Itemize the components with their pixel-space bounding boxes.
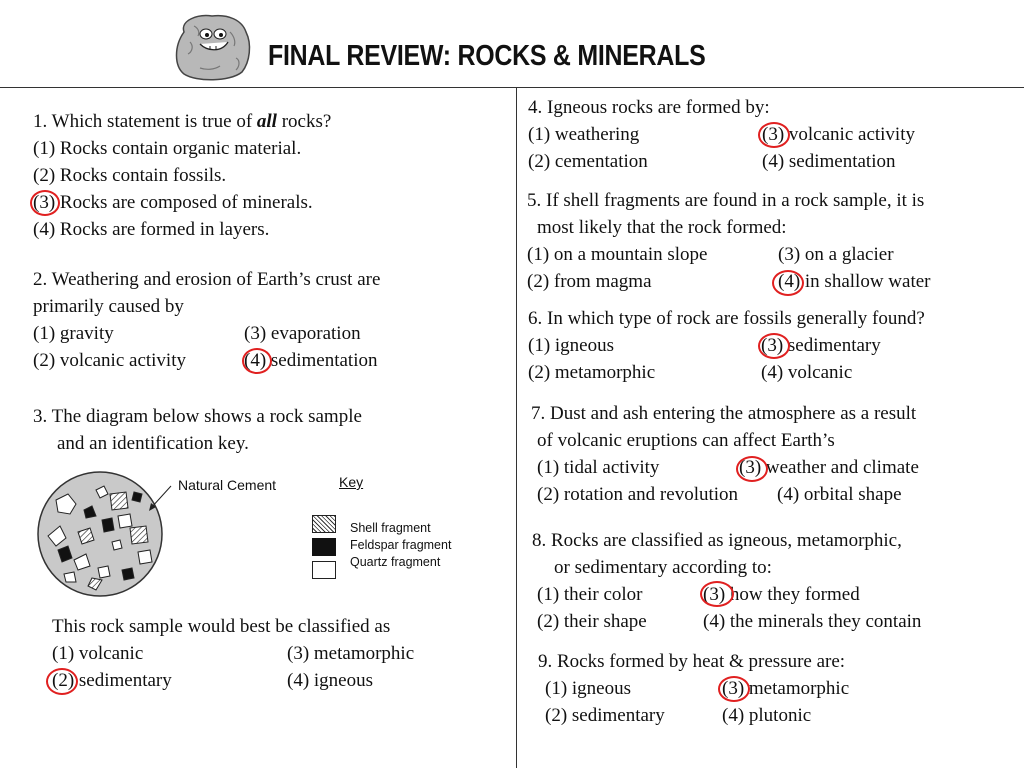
q4-option-2: (2) cementation: [528, 151, 648, 172]
q5-option-2: (2) from magma: [527, 271, 652, 292]
q4-stem: 4. Igneous rocks are formed by:: [528, 97, 770, 118]
column-divider: [516, 87, 517, 768]
q8-option-3: (3) how they formed: [703, 584, 860, 605]
q9-option-4: (4) plutonic: [722, 705, 812, 726]
question-8: [532, 527, 921, 635]
key-item-feldspar: Feldspar fragment: [350, 538, 452, 552]
q2-stem-line-1: 2. Weathering and erosion of Earth’s crust are: [33, 269, 381, 290]
question-7: [531, 400, 919, 508]
q2-option-3: (3) evaporation: [244, 323, 361, 344]
answer-circle-q1: [30, 190, 60, 216]
question-6: [528, 305, 925, 386]
answer-circle-q2: [242, 348, 272, 374]
q4-option-3: (3) volcanic activity: [762, 124, 915, 145]
q9-option-1: (1) igneous: [545, 678, 632, 699]
answer-circle-q5: [772, 270, 804, 296]
question-2: [33, 266, 380, 374]
q1-stem-pre: 1. Which statement is true of: [33, 111, 257, 132]
page-title: FINAL REVIEW: ROCKS & MINERALS: [268, 40, 706, 72]
question-9: [538, 648, 849, 729]
q3-question: This rock sample would best be classified as: [52, 616, 391, 637]
q3-stem-line-1: 3. The diagram below shows a rock sample: [33, 406, 362, 427]
key-title: Key: [339, 474, 364, 490]
answer-circle-q4: [758, 122, 790, 148]
q1-option-3: (3) Rocks are composed of minerals.: [33, 192, 313, 213]
q7-option-2: (2) rotation and revolution: [537, 484, 739, 505]
key-swatch-feldspar: [312, 538, 336, 556]
header-divider: [0, 87, 1024, 88]
answer-circle-q3: [46, 668, 78, 695]
q5-stem-line-1: 5. If shell fragments are found in a rock sample, it is: [527, 190, 925, 211]
q8-stem-line-1: 8. Rocks are classified as igneous, metamorphic,: [532, 530, 902, 551]
answer-circle-q9: [718, 676, 750, 702]
q6-option-3: (3) sedimentary: [761, 335, 881, 356]
question-3: [33, 403, 362, 457]
q8-option-4: (4) the minerals they contain: [703, 611, 922, 632]
q2-option-2: (2) volcanic activity: [33, 350, 186, 371]
q9-option-3: (3) metamorphic: [722, 678, 850, 699]
q3-option-4: (4) igneous: [287, 670, 374, 691]
q1-option-1: (1) Rocks contain organic material.: [33, 138, 302, 159]
key-item-shell: Shell fragment: [350, 521, 431, 535]
key-item-quartz: Quartz fragment: [350, 555, 441, 569]
question-4: [528, 94, 915, 175]
q1-option-4: (4) Rocks are formed in layers.: [33, 219, 270, 240]
q6-stem: 6. In which type of rock are fossils generally found?: [528, 308, 925, 329]
q7-stem-line-2: of volcanic eruptions can affect Earth’s: [537, 430, 835, 451]
question-3-choices: [52, 613, 414, 694]
key-swatch-shell: [312, 515, 336, 533]
q2-option-1: (1) gravity: [33, 323, 114, 344]
q6-option-2: (2) metamorphic: [528, 362, 656, 383]
answer-circle-q6: [758, 333, 790, 359]
q8-stem-line-2: or sedimentary according to:: [554, 557, 772, 578]
q3-option-3: (3) metamorphic: [287, 643, 415, 664]
q2-stem-line-2: primarily caused by: [33, 296, 184, 317]
question-1: [33, 108, 331, 243]
label-natural-cement: Natural Cement: [178, 477, 277, 493]
q6-option-4: (4) volcanic: [761, 362, 853, 383]
q3-stem-line-2: and an identification key.: [57, 433, 249, 454]
q5-option-4: (4) in shallow water: [778, 271, 931, 292]
q6-option-1: (1) igneous: [528, 335, 615, 356]
q9-option-2: (2) sedimentary: [545, 705, 665, 726]
q1-stem-post: rocks?: [276, 111, 332, 132]
q4-option-4: (4) sedimentation: [762, 151, 896, 172]
q8-option-1: (1) their color: [537, 584, 643, 605]
q7-option-1: (1) tidal activity: [537, 457, 660, 478]
q5-option-3: (3) on a glacier: [778, 244, 894, 265]
q2-option-4: (4) sedimentation: [244, 350, 378, 371]
q5-stem-line-2: most likely that the rock formed:: [537, 217, 787, 238]
q8-option-2: (2) their shape: [537, 611, 647, 632]
question-5: [527, 187, 930, 295]
question-1-stem: [33, 108, 331, 135]
q1-option-2: (2) Rocks contain fossils.: [33, 165, 227, 186]
q7-stem-line-1: 7. Dust and ash entering the atmosphere as a result: [531, 403, 917, 424]
cement-arrow: [145, 484, 175, 514]
q1-stem-emph: all: [256, 111, 277, 132]
q7-option-4: (4) orbital shape: [777, 484, 902, 505]
q3-option-1: (1) volcanic: [52, 643, 144, 664]
answer-circle-q8: [700, 581, 734, 607]
q4-option-1: (1) weathering: [528, 124, 640, 145]
q5-option-1: (1) on a mountain slope: [527, 244, 708, 265]
key-swatch-quartz: [312, 561, 336, 579]
q9-stem: 9. Rocks formed by heat & pressure are:: [538, 651, 846, 672]
q3-option-2: (2) sedimentary: [52, 670, 172, 691]
answer-circle-q7: [736, 456, 768, 482]
rock-mascot-icon: [170, 12, 254, 82]
q7-option-3: (3) weather and climate: [739, 457, 919, 478]
